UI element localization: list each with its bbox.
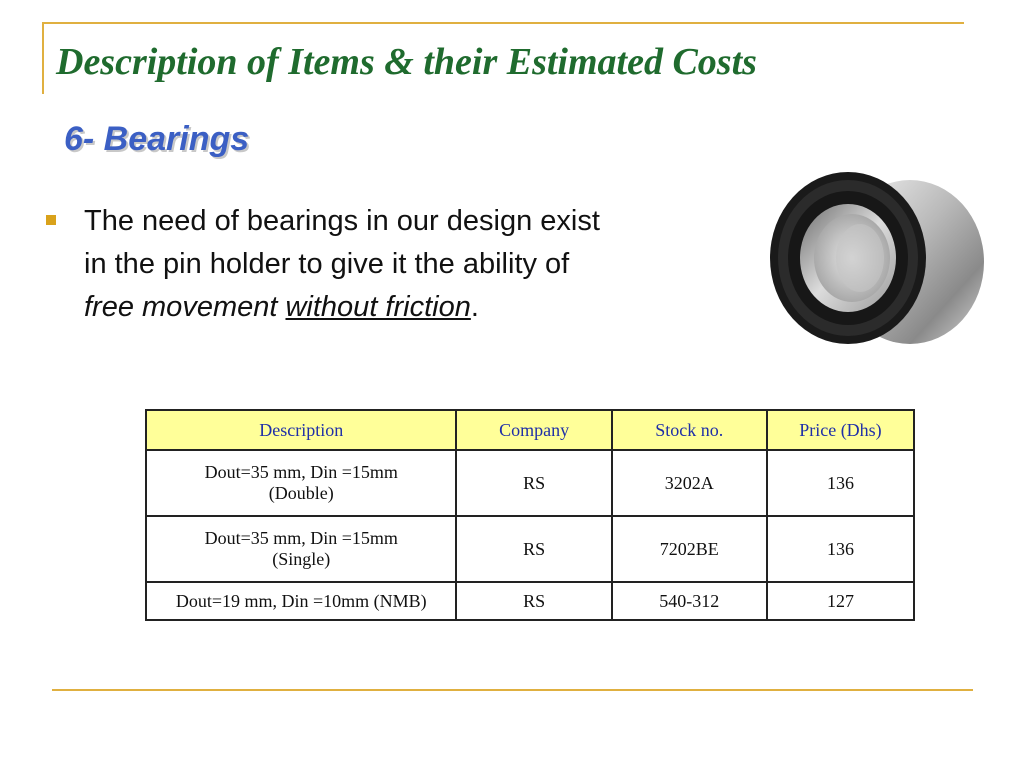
bullet-line-1: The need of bearings in our design exist bbox=[84, 205, 600, 237]
cell-price: 136 bbox=[767, 516, 914, 582]
bullet-underlined-text: without friction bbox=[285, 291, 471, 323]
section-subtitle: 6- Bearings bbox=[64, 120, 250, 158]
bullet-line-2: in the pin holder to give it the ability of bbox=[84, 248, 570, 280]
header-price: Price (Dhs) bbox=[767, 410, 914, 450]
table-header-row bbox=[146, 410, 914, 450]
cell-stock-no: 540-312 bbox=[612, 582, 767, 620]
square-bullet-icon bbox=[46, 215, 56, 225]
table-row bbox=[146, 516, 914, 582]
cell-price: 136 bbox=[767, 450, 914, 516]
cell-company: RS bbox=[456, 516, 611, 582]
cell-company: RS bbox=[456, 582, 611, 620]
cell-description: Dout=19 mm, Din =10mm (NMB) bbox=[146, 582, 456, 620]
header-stock-no: Stock no. bbox=[612, 410, 767, 450]
cell-stock-no: 3202A bbox=[612, 450, 767, 516]
description-line: Dout=35 mm, Din =15mm bbox=[204, 528, 398, 548]
cell-company: RS bbox=[456, 450, 611, 516]
description-line: (Single) bbox=[272, 549, 331, 569]
bullet-text bbox=[84, 200, 746, 329]
left-divider bbox=[42, 22, 44, 94]
top-divider bbox=[42, 22, 964, 24]
bearings-table bbox=[145, 409, 915, 621]
table-row bbox=[146, 450, 914, 516]
cell-description bbox=[146, 516, 456, 582]
ball-bearing-image bbox=[760, 162, 992, 356]
bullet-end: . bbox=[470, 291, 479, 323]
cell-description bbox=[146, 450, 456, 516]
header-description: Description bbox=[146, 410, 456, 450]
description-line: Dout=35 mm, Din =15mm bbox=[204, 462, 398, 482]
table-row bbox=[146, 582, 914, 620]
cell-stock-no: 7202BE bbox=[612, 516, 767, 582]
slide-title: Description of Items & their Estimated Costs bbox=[56, 41, 757, 83]
description-line: (Double) bbox=[268, 483, 334, 503]
bottom-divider bbox=[52, 689, 973, 691]
bullet-point bbox=[46, 200, 746, 329]
cell-price: 127 bbox=[767, 582, 914, 620]
header-company: Company bbox=[456, 410, 611, 450]
bullet-italic-text: free movement bbox=[84, 291, 278, 323]
